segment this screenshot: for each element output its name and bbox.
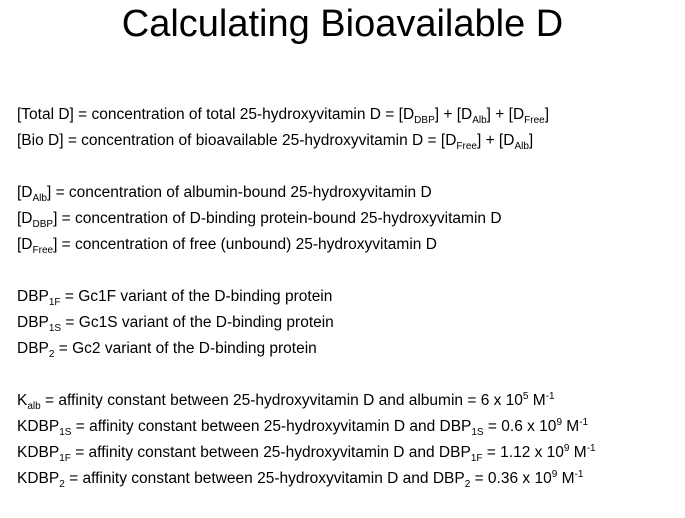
subscript-text: 1S [48, 323, 62, 334]
line-text: KDBP [17, 418, 60, 435]
subscript-text: 1S [59, 427, 72, 438]
subscript-text: alb [27, 401, 41, 412]
definition-line [17, 206, 677, 232]
superscript-text: -1 [579, 417, 589, 428]
definition-line [17, 414, 677, 440]
line-text: M [569, 444, 587, 461]
definition-line [17, 388, 677, 414]
subscript-text: Free [456, 141, 477, 152]
slide-body [17, 102, 677, 492]
line-text: [D [17, 236, 33, 253]
line-text: ] + [D [486, 106, 525, 123]
definition-line [17, 310, 677, 336]
definition-line [17, 102, 677, 128]
line-text: DBP [17, 314, 49, 331]
definition-line [17, 440, 677, 466]
line-text: = Gc2 variant of the D-binding protein [54, 340, 317, 357]
line-text: DBP [17, 340, 49, 357]
definition-line [17, 180, 677, 206]
subscript-text: Free [524, 115, 545, 126]
slide-title: Calculating Bioavailable D [121, 3, 564, 45]
definition-line [17, 284, 677, 310]
line-text: M [562, 418, 580, 435]
line-text: = Gc1S variant of the D-binding protein [61, 314, 334, 331]
superscript-text: -1 [574, 469, 584, 480]
line-text: KDBP [17, 444, 60, 461]
superscript-text: 5 [522, 391, 529, 402]
definition-line [17, 128, 677, 154]
line-text: = 0.6 x 10 [483, 418, 557, 435]
superscript-text: 9 [563, 443, 570, 454]
line-text: [D [17, 184, 33, 201]
superscript-text: 9 [551, 469, 558, 480]
definition-line [17, 232, 677, 258]
subscript-text: 2 [464, 479, 471, 490]
line-text: = affinity constant between 25-hydroxyvitamin D and DBP [71, 418, 472, 435]
line-text: ] = concentration of free (unbound) 25-hydroxyvitamin D [53, 236, 437, 253]
line-text: ] + [D [476, 132, 515, 149]
line-text: M [528, 392, 546, 409]
subscript-text: Alb [472, 115, 487, 126]
line-text: = 1.12 x 10 [482, 444, 564, 461]
line-text: = affinity constant between 25-hydroxyvitamin D and DBP [64, 470, 465, 487]
line-text: M [557, 470, 575, 487]
subscript-text: 2 [59, 479, 65, 490]
paragraph-gap [17, 362, 677, 388]
line-text: [Bio D] = concentration of bioavailable 25-hydroxyvitamin D = [D [17, 132, 457, 149]
subscript-text: 1F [48, 297, 61, 308]
superscript-text: -1 [545, 391, 555, 402]
subscript-text: Alb [32, 193, 47, 204]
line-text: = affinity constant between 25-hydroxyvitamin D and albumin = 6 x 10 [40, 392, 523, 409]
line-text: K [17, 392, 28, 409]
line-text: ] = concentration of albumin-bound 25-hydroxyvitamin D [46, 184, 432, 201]
line-text: ] [528, 132, 534, 149]
line-text: = 0.36 x 10 [470, 470, 552, 487]
line-text: DBP [17, 288, 49, 305]
subscript-text: Free [32, 245, 54, 256]
line-text: = affinity constant between 25-hydroxyvitamin D and DBP [70, 444, 471, 461]
line-text: ] + [D [434, 106, 473, 123]
paragraph-gap [17, 258, 677, 284]
subscript-text: DBP [414, 115, 435, 126]
subscript-text: DBP [32, 219, 54, 230]
subscript-text: 2 [48, 349, 55, 360]
line-text: = Gc1F variant of the D-binding protein [60, 288, 333, 305]
subscript-text: 1F [470, 453, 483, 464]
superscript-text: 9 [556, 417, 562, 428]
line-text: ] = concentration of D-binding protein-bound 25-hydroxyvitamin D [53, 210, 502, 227]
paragraph-gap [17, 154, 677, 180]
line-text: [Total D] = concentration of total 25-hydroxyvitamin D = [D [17, 106, 415, 123]
subscript-text: 1S [471, 427, 484, 438]
subscript-text: 1F [59, 453, 71, 464]
superscript-text: -1 [586, 443, 596, 454]
line-text: KDBP [17, 470, 60, 487]
subscript-text: Alb [514, 141, 529, 152]
line-text: [D [17, 210, 33, 227]
definition-line [17, 336, 677, 362]
line-text: ] [544, 106, 550, 123]
definition-line [17, 466, 677, 492]
